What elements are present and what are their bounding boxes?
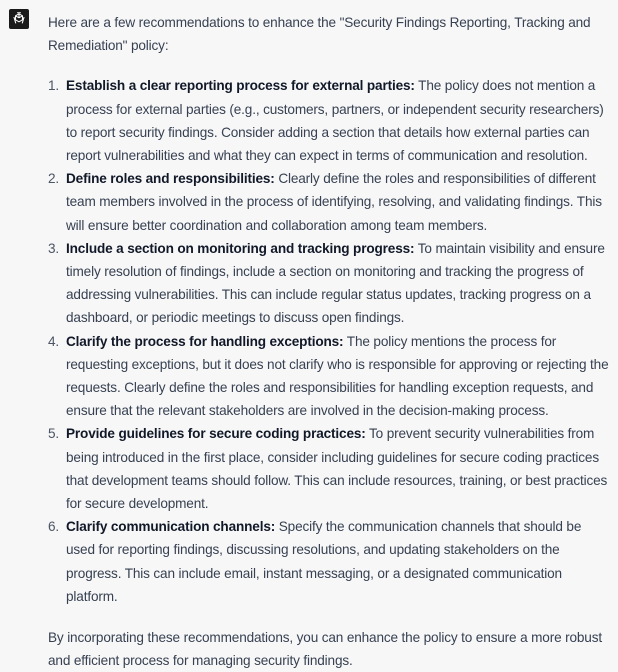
list-item	[48, 167, 612, 237]
list-item-title: Include a section on monitoring and tracking progress:	[66, 240, 415, 256]
intro-paragraph: Here are a few recommendations to enhance the "Security Findings Reporting, Tracking and Remediation" policy:	[48, 15, 591, 54]
openai-logo-icon	[11, 11, 27, 27]
list-item-number: 1.	[48, 78, 60, 94]
list-item-number: 5.	[48, 426, 60, 442]
list-item-title: Provide guidelines for secure coding practices:	[66, 426, 366, 442]
list-item-title: Define roles and responsibilities:	[66, 171, 275, 187]
list-item-text: Specify the communication channels that should be used for reporting findings, discussing resolutions, and updating stakeholders on the progress. This can include email, instant messaging, or a designated communication platform.	[66, 519, 582, 604]
list-item-title: Clarify communication channels:	[66, 519, 276, 535]
message-content	[48, 11, 612, 672]
list-item-text: Clearly define the roles and responsibilities of different team members involved in the process of identifying, resolving, and validating findings. This will ensure better coordination and collaboration among team members.	[66, 171, 602, 233]
list-item-title: Establish a clear reporting process for external parties:	[66, 78, 415, 94]
list-item	[48, 237, 612, 330]
recommendations-list	[48, 74, 612, 608]
list-item-text: The policy mentions the process for requesting exceptions, but it does not clarify who is responsible for approving or rejecting the requests. Clearly define the roles and responsibilities for handling exception requests, and ensure that the relevant stakeholders are involved in the decision-making process.	[66, 333, 609, 419]
list-item-text: To prevent security vulnerabilities from being introduced in the first place, consider including guidelines for secure coding practices that development teams should follow. This can include resources, training, or best practices for secure development.	[66, 426, 608, 512]
list-item-number: 4.	[48, 333, 60, 349]
list-item	[48, 330, 612, 423]
list-item-number: 3.	[48, 240, 60, 256]
assistant-avatar	[9, 9, 29, 29]
list-item	[48, 422, 612, 515]
list-item-text: The policy does not mention a process for external parties (e.g., customers, partners, or independent security researchers) to report security findings. Consider adding a section that details how external parties can report vulnerabilities and what they can expect in terms of communication and resolution.	[66, 78, 604, 164]
list-item	[48, 515, 612, 608]
closing-paragraph: By incorporating these recommendations, you can enhance the policy to ensure a more robust and efficient process for managing security findings.	[48, 630, 602, 669]
list-item-number: 6.	[48, 519, 60, 535]
list-item	[48, 74, 612, 167]
list-item-title: Clarify the process for handling exceptions:	[66, 333, 344, 349]
list-item-number: 2.	[48, 171, 60, 187]
list-item-text: To maintain visibility and ensure timely resolution of findings, include a section on monitoring and tracking the progress of addressing vulnerabilities. This can include regular status updates, tracking progress on a dashboard, or periodic meetings to discuss open findings.	[66, 240, 605, 326]
